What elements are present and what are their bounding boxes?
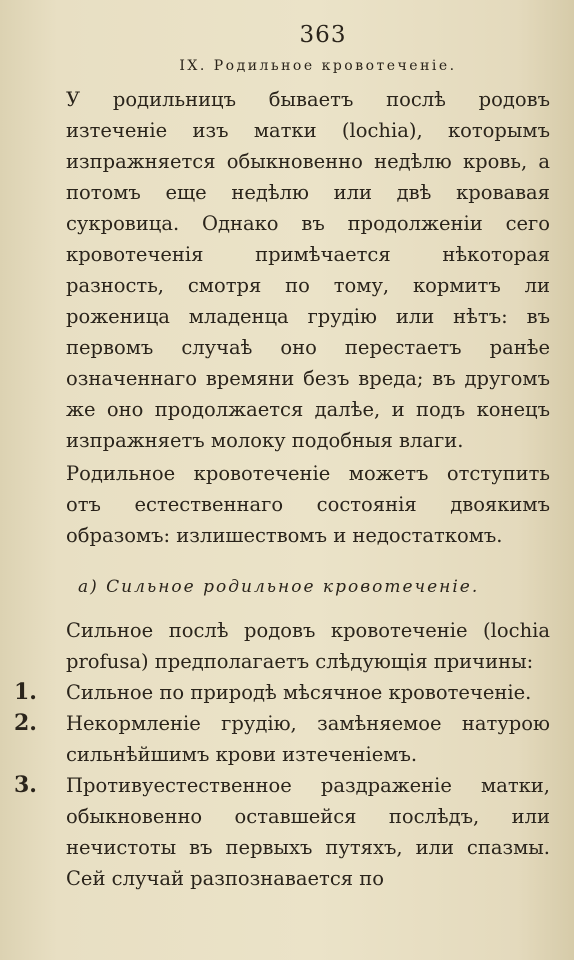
paragraph-2: Родильное кровотеченіе можетъ отступить отъ естественнаго состоянія двоякимъ образомъ: излишествомъ и недостаткомъ. <box>66 462 550 547</box>
list-text: Противуестественное раздраженіе матки, обыкновенно оставшейся послѣдъ, или нечистоты въ первыхъ путяхъ, или спазмы. Сей случай разпознавается по <box>66 774 550 890</box>
list-item <box>14 708 550 770</box>
list-number: 2. <box>14 710 37 736</box>
section-heading: IX. Родильное кровотеченіе. <box>179 58 457 74</box>
list-text: Некормленіе грудію, замѣняемое натурою сильнѣйшимъ крови изтеченіемъ. <box>66 712 550 766</box>
list-item <box>14 770 550 894</box>
list-number: 3. <box>14 772 37 798</box>
paragraph-1: У родильницъ бываетъ послѣ родовъ изтеченіе изъ матки (lochia), которымъ изпражняется обыкновенно недѣлю кровь, а потомъ еще недѣлю или двѣ кровавая сукровица. Однако въ продолженіи сего кровотеченія примѣчается нѣкоторая разность, смотря по тому, кормитъ ли роженица младенца грудію или нѣтъ: въ первомъ случаѣ оно перестаетъ ранѣе означеннаго времяни безъ вреда; въ другомъ же оно продолжается далѣе, и подъ конецъ изпражняетъ молоку подобныя влаги. <box>66 88 550 452</box>
list-item <box>14 677 550 708</box>
causes-list <box>14 677 550 894</box>
subheading: a) Сильное родильное кровотеченіе. <box>78 577 480 597</box>
intro-paragraph: Сильное послѣ родовъ кровотеченіе (lochia profusa) предполагаетъ слѣдующія причины: <box>66 619 550 673</box>
page-number: 363 <box>299 22 347 48</box>
list-text: Сильное по природѣ мѣсячное кровотеченіе. <box>66 681 532 704</box>
list-number: 1. <box>14 679 37 705</box>
